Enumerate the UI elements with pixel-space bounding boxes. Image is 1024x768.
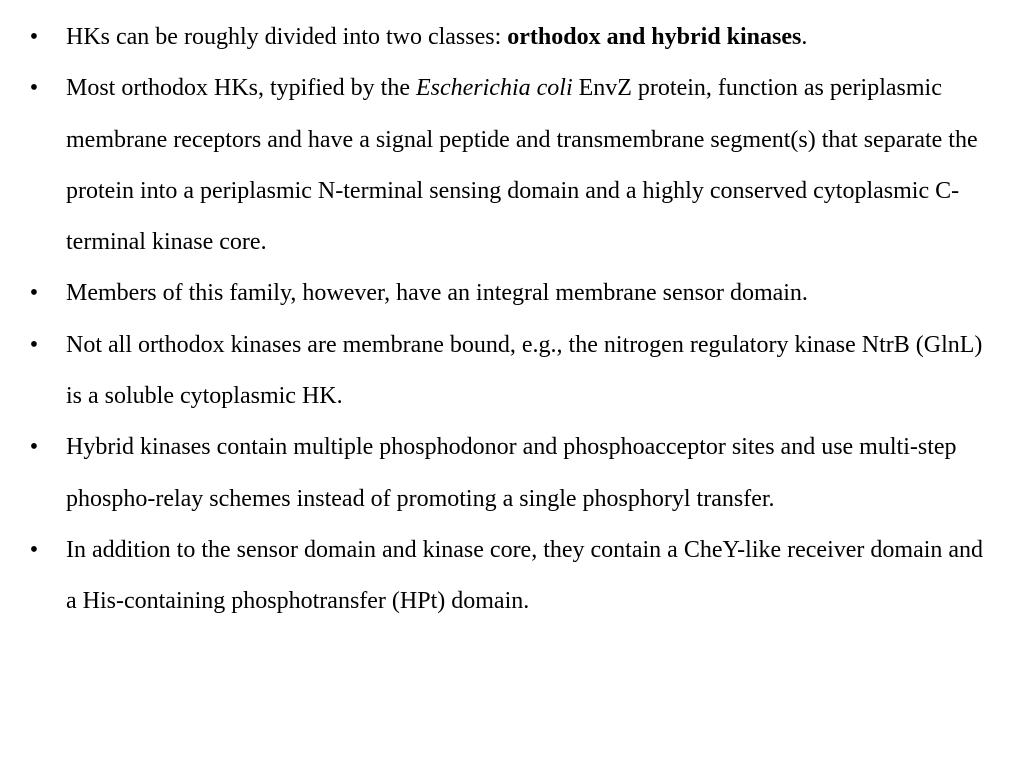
bullet-item [24, 12, 984, 63]
bullet-marker: • [29, 75, 39, 102]
text-segment: EnvZ protein, function as periplasmic membrane receptors and have a signal peptide and transmembrane segment(s) that separate the protein into a periplasmic N-terminal sensing domain and a highly conserved cytoplasmic C-terminal kinase core. [66, 75, 978, 256]
bullet-marker: • [29, 536, 39, 563]
bullet-item [24, 525, 984, 628]
bullet-item [24, 63, 984, 268]
bullet-item [24, 268, 984, 319]
bullet-marker: • [29, 24, 39, 50]
text-segment: . [801, 24, 808, 50]
bullet-list [24, 12, 984, 628]
bullet-item [24, 320, 984, 423]
bullet-marker: • [29, 331, 39, 358]
text-segment: Members of this family, however, have an integral membrane sensor domain. [66, 280, 808, 307]
bullet-marker: • [29, 434, 39, 461]
bullet-text [66, 332, 982, 409]
italic-text-segment: Escherichia coli [415, 75, 573, 102]
text-segment: Not all orthodox kinases are membrane bound, e.g., the nitrogen regulatory kinase NtrB (GlnL) is a soluble cytoplasmic HK. [66, 331, 983, 410]
text-segment: Most orthodox HKs, typified by the [66, 75, 416, 102]
bullet-text [66, 24, 807, 50]
text-segment: HKs can be roughly divided into two classes: [66, 24, 508, 50]
bullet-item [24, 422, 984, 525]
text-segment: Hybrid kinases contain multiple phosphodonor and phosphoacceptor sites and use multi-step phospho-relay schemes instead of promoting a single phosphoryl transfer. [66, 434, 957, 512]
bullet-text [66, 75, 978, 255]
bullet-marker: • [29, 280, 39, 307]
bold-text-segment: orthodox and hybrid kinases [507, 24, 802, 50]
bullet-text [66, 280, 808, 306]
text-segment: In addition to the sensor domain and kinase core, they contain a CheY-like receiver domain and a His-containing phosphotransfer (HPt) domain. [66, 536, 984, 615]
bullet-text [66, 537, 983, 614]
bullet-text [66, 434, 957, 511]
